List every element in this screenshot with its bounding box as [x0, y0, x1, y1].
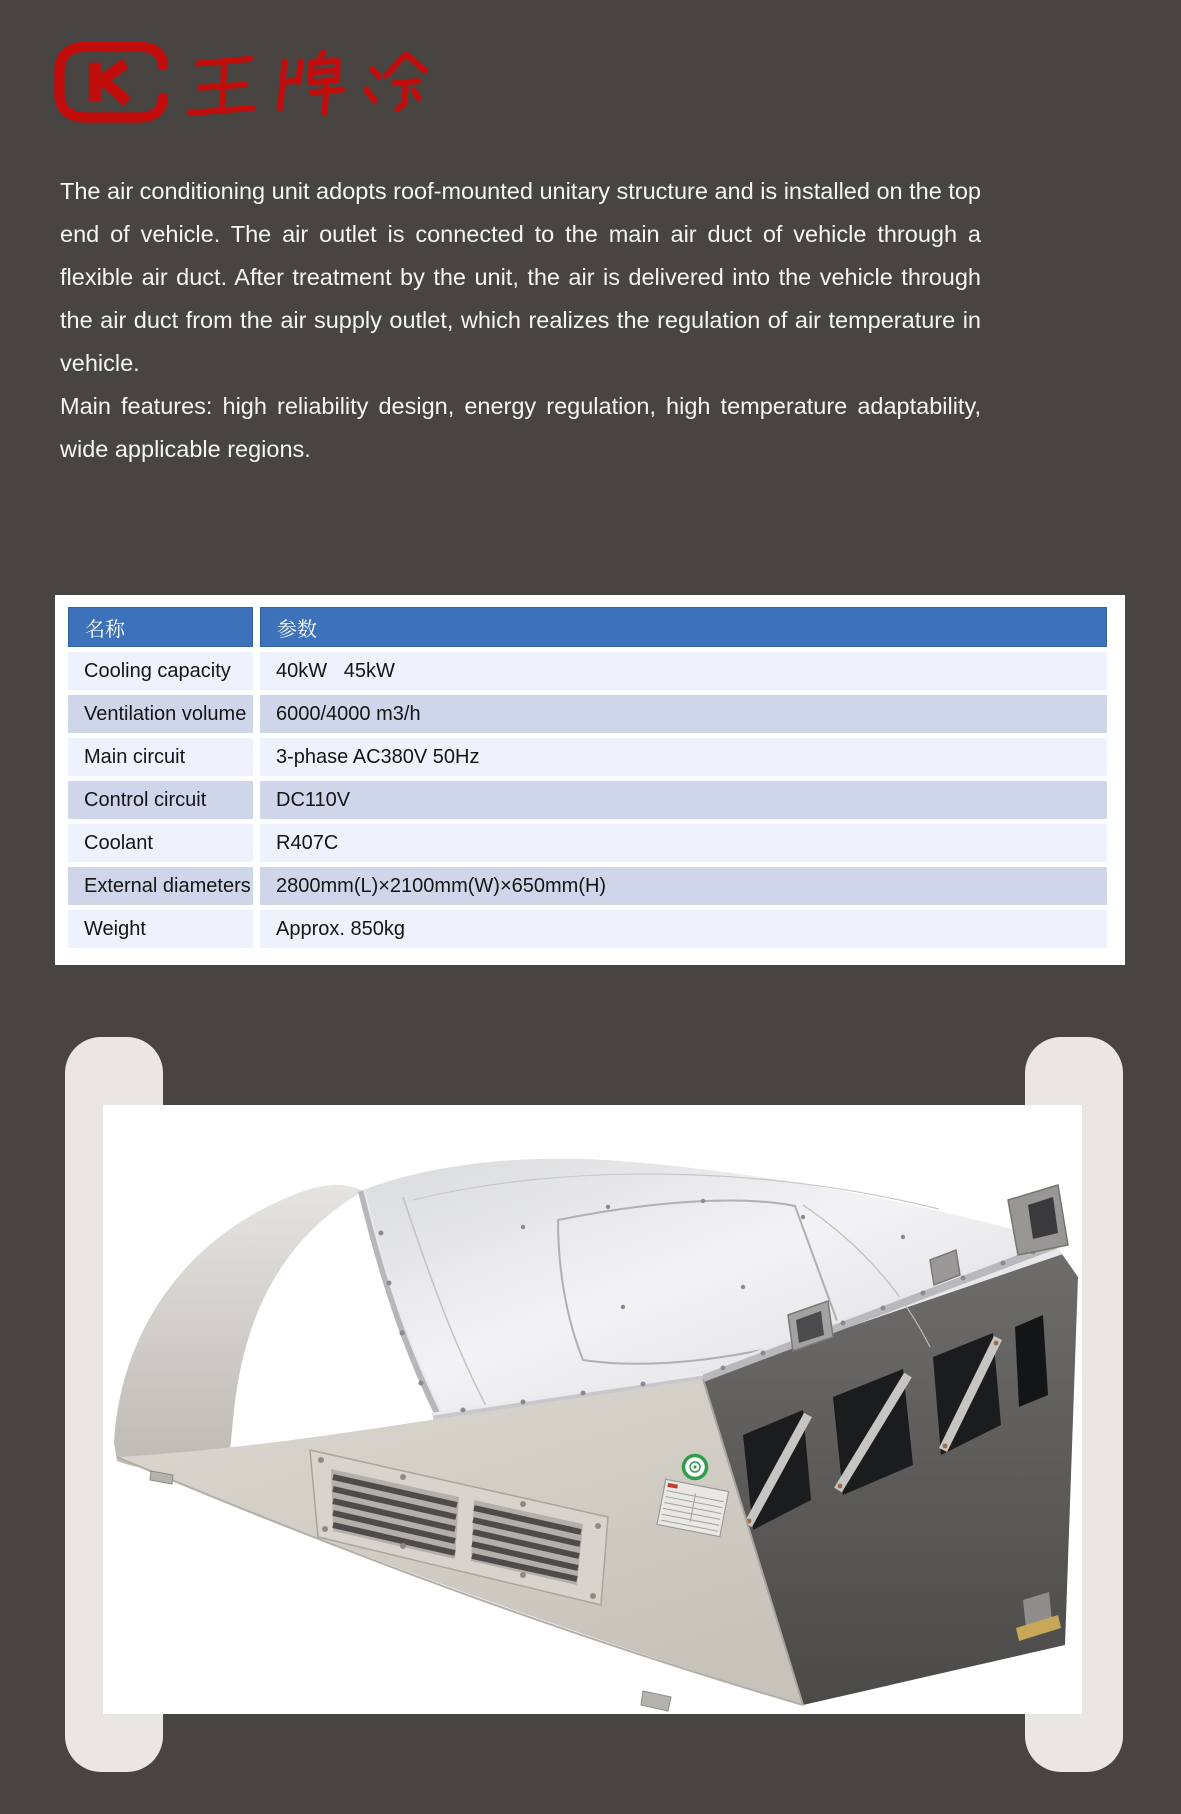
spec-value-cell: 6000/4000 m3/h [260, 695, 1107, 733]
green-sticker [684, 1456, 707, 1479]
brand-logo [52, 36, 452, 131]
spec-name-cell: Ventilation volume [68, 695, 253, 733]
spec-name-cell: External diameters [68, 867, 253, 905]
spec-header-row [68, 607, 1107, 647]
char-leng [365, 54, 427, 109]
brand-logo-graphic [52, 36, 452, 131]
spec-name-cell: Main circuit [68, 738, 253, 776]
spec-header-value: 参数 [260, 607, 1107, 647]
spec-name-cell: Cooling capacity [68, 652, 253, 690]
table-row [68, 738, 1107, 776]
intro-paragraph-1: The air conditioning unit adopts roof-mounted unitary structure and is installed on the top end of vehicle. The air outlet is connected to the main air duct of vehicle through a flexible air duct. After treatment by the unit, the air is delivered into the vehicle through the air duct from the air supply outlet, which realizes the regulation of air temperature in vehicle. [60, 178, 981, 376]
ac-unit-illustration [103, 1105, 1082, 1714]
spec-value-cell: 3-phase AC380V 50Hz [260, 738, 1107, 776]
intro-paragraph-2: Main features: high reliability design, energy regulation, high temperature adaptability, wide applicable regions. [60, 393, 981, 462]
table-row [68, 824, 1107, 862]
char-pai [280, 52, 345, 112]
spec-table [68, 607, 1107, 948]
intro-text [60, 170, 981, 471]
char-wang [190, 59, 256, 113]
product-photo [103, 1105, 1082, 1714]
logo-brand-characters [190, 52, 452, 112]
spec-panel [55, 595, 1125, 965]
table-row [68, 781, 1107, 819]
spec-header-name: 名称 [68, 607, 253, 647]
spec-name-cell: Weight [68, 910, 253, 948]
spec-name-cell: Coolant [68, 824, 253, 862]
table-row [68, 910, 1107, 948]
spec-value-cell: 40kW 45kW [260, 652, 1107, 690]
spec-value-cell: 2800mm(L)×2100mm(W)×650mm(H) [260, 867, 1107, 905]
logo-k-badge-icon [59, 47, 162, 118]
unit-end-cap [114, 1185, 363, 1473]
spec-name-cell: Control circuit [68, 781, 253, 819]
spec-value-cell: R407C [260, 824, 1107, 862]
spec-value-cell: Approx. 850kg [260, 910, 1107, 948]
table-row [68, 652, 1107, 690]
table-row [68, 695, 1107, 733]
spec-value-cell: DC110V [260, 781, 1107, 819]
table-row [68, 867, 1107, 905]
